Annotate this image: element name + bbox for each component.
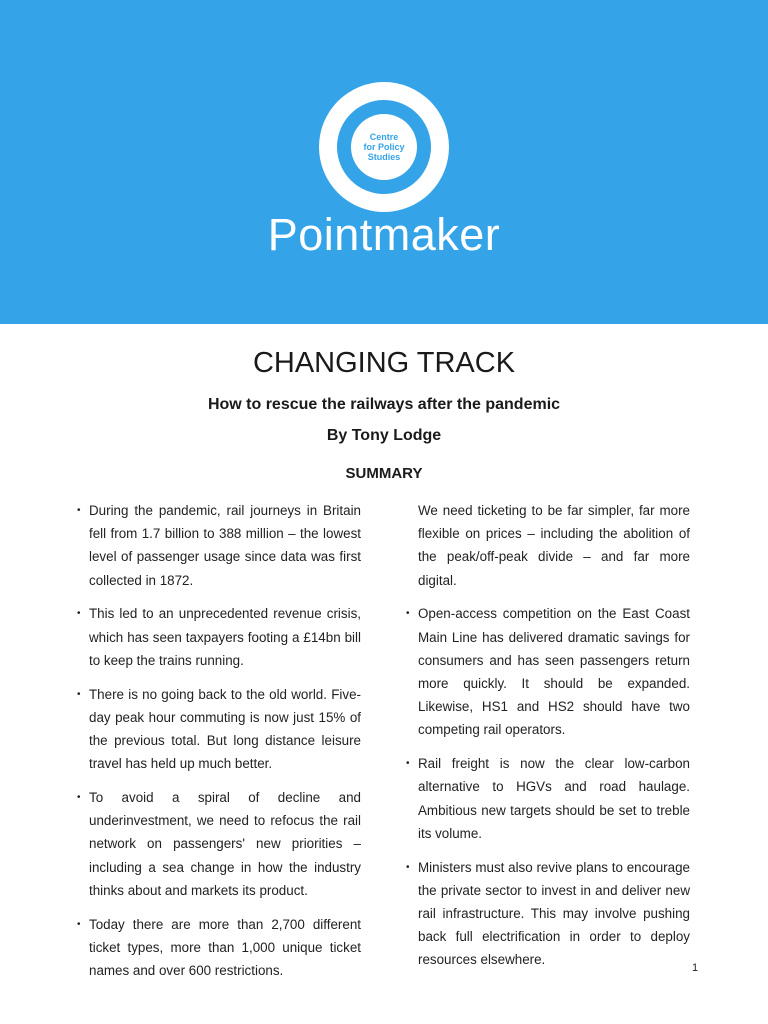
summary-bullet: • There is no going back to the old world. Five-day peak hour commuting is now just 15% of the previous total. But long distance leisure travel has held up much better. (89, 683, 361, 776)
logo-text-line: Centre (369, 132, 399, 142)
document-subtitle: How to rescue the railways after the pandemic (207, 396, 561, 413)
document-title: CHANGING TRACK (252, 347, 516, 379)
summary-bullet: • Ministers must also revive plans to encourage the private sector to invest in and deliver new rail infrastructure. This may involve pushing back full electrification in order to deploy resources elsewhere. (418, 856, 690, 972)
brand-title: Pointmaker (267, 209, 501, 260)
logo-core (351, 114, 417, 180)
cps-logo (319, 82, 449, 212)
summary-heading: SUMMARY (345, 465, 423, 482)
summary-bullet: • To avoid a spiral of decline and underinvestment, we need to refocus the rail network on passengers' new priorities – including a sea change in how the industry thinks about and markets its product. (89, 786, 361, 902)
logo-text-line: Studies (367, 152, 401, 162)
summary-bullet: • Today there are more than 2,700 different ticket types, more than 1,000 unique ticket names and over 600 restrictions. (89, 913, 361, 983)
summary-right-column (418, 499, 690, 982)
summary-left-column (89, 499, 361, 993)
summary-bullet: • This led to an unprecedented revenue crisis, which has seen taxpayers footing a £14bn bill to keep the trains running. (89, 602, 361, 672)
author-byline: By Tony Lodge (326, 427, 442, 444)
header-banner (0, 0, 768, 324)
summary-bullet: • Rail freight is now the clear low-carbon alternative to HGVs and road haulage. Ambitious new targets should be set to treble its volume. (418, 752, 690, 845)
page-number: 1 (692, 962, 699, 974)
logo-text-line: for Policy (363, 142, 405, 152)
summary-bullet: • Open-access competition on the East Coast Main Line has delivered dramatic savings for consumers and has seen passengers return more quickly. It should be expanded. Likewise, HS1 and HS2 should have two competing rail operators. (418, 602, 690, 741)
logo-ring (337, 100, 431, 194)
summary-bullet: • During the pandemic, rail journeys in Britain fell from 1.7 billion to 388 million – the lowest level of passenger usage since data was first collected in 1872. (89, 499, 361, 592)
summary-continuation: We need ticketing to be far simpler, far more flexible on prices – including the abolition of the peak/off-peak divide – and far more digital. (418, 503, 690, 588)
